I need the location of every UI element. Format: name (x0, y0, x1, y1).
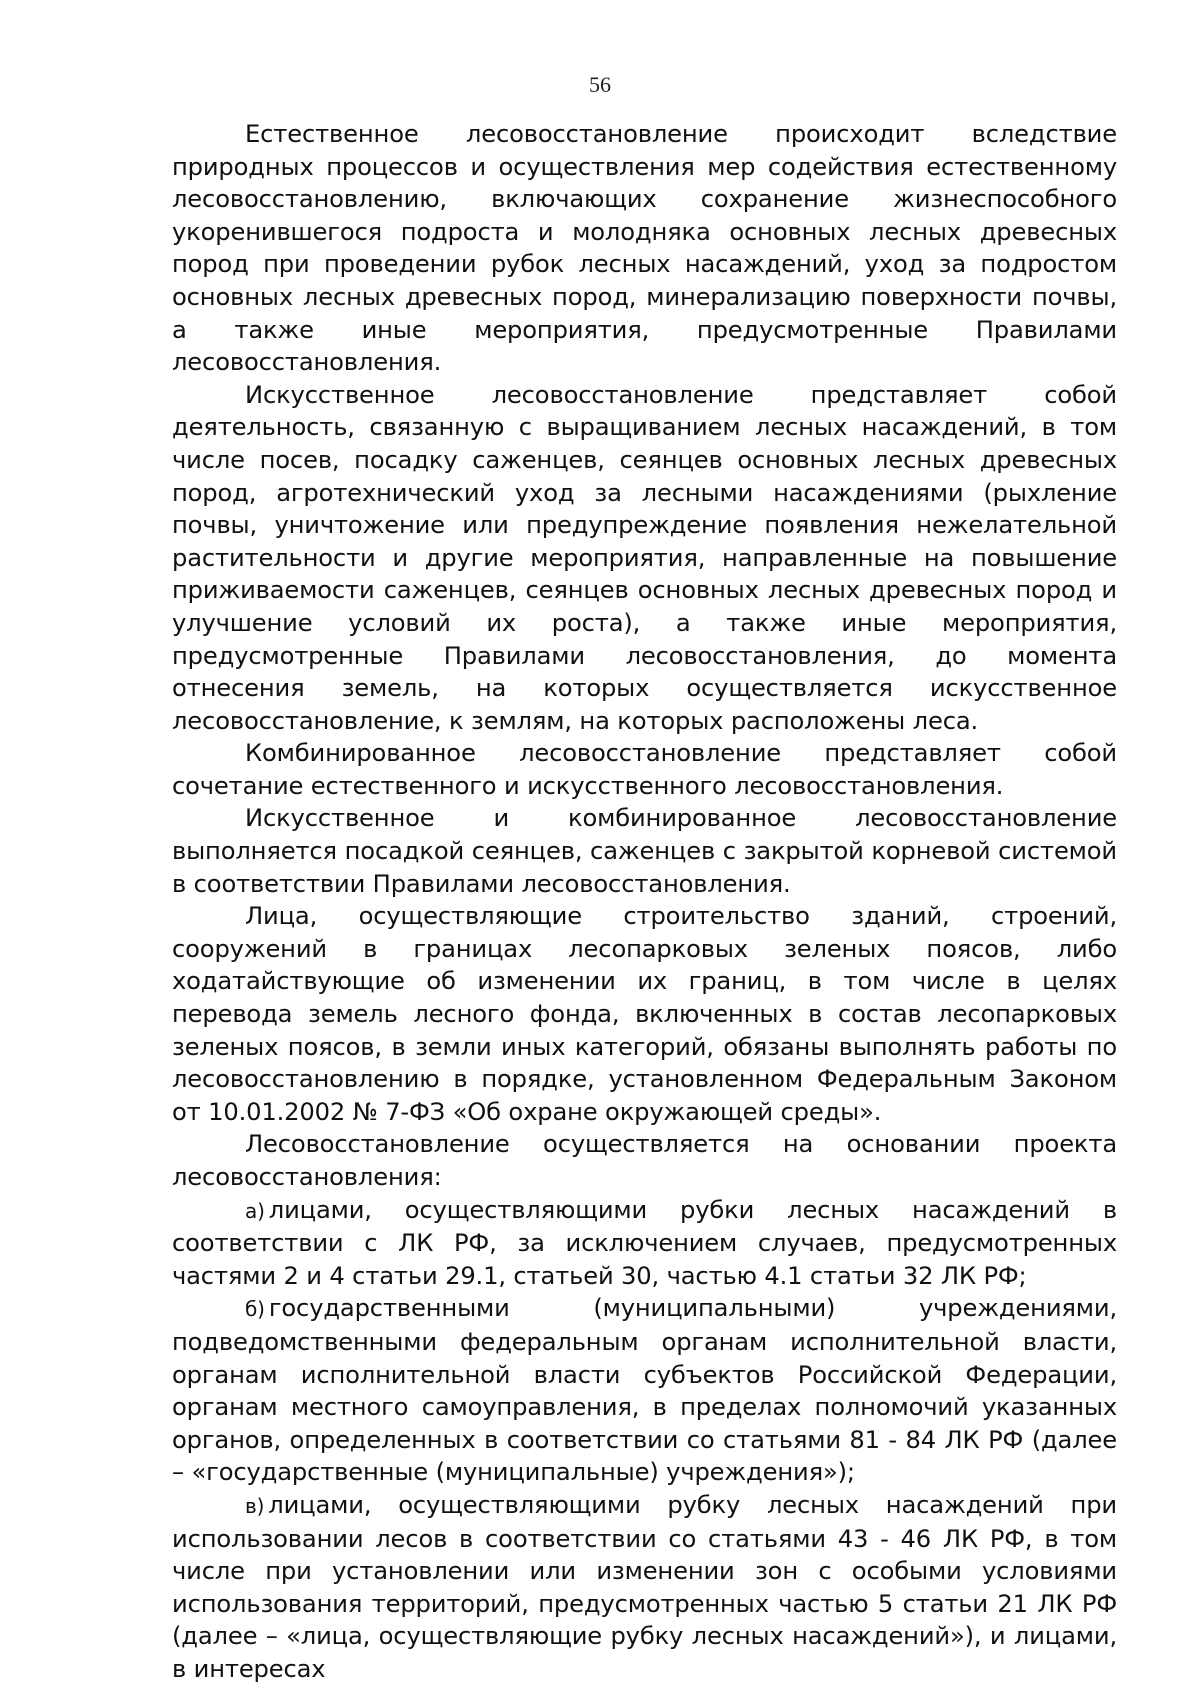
paragraph-natural-reforestation: Естественное лесовосстановление происходит вследствие природных процессов и осуществления мер содействия естественному лесовосстановлению, включающих сохранение жизнеспособного укоренившегося подроста и молодняка основных лесных древесных пород при проведении рубок лесных насаждений, уход за подростом основных лесных древесных пород, минерализацию поверхности почвы, а также иные мероприятия, предусмотренные Правилами лесовосстановления. (172, 120, 1117, 377)
paragraph-greenbelt-obligations: Лица, осуществляющие строительство зданий, строений, сооружений в границах лесопарковых зеленых поясов, либо ходатайствующие об изменении их границ, в том числе в целях перевода земель лесного фонда, включенных в состав лесопарковых зеленых поясов, в земли иных категорий, обязаны выполнять работы по лесовосстановлению в порядке, установленном Федеральным Законом от 10.01.2002 № 7-ФЗ «Об охране окружающей среды». (172, 902, 1117, 1126)
paragraph-project-basis: Лесовосстановление осуществляется на основании проекта лесовосстановления: (172, 1130, 1117, 1191)
list-item-c (172, 1489, 1117, 1686)
list-marker-a: а) (245, 1198, 265, 1223)
list-item-a (172, 1194, 1117, 1293)
list-item-b (172, 1292, 1117, 1489)
paragraph-artificial-reforestation: Искусственное лесовосстановление представляет собой деятельность, связанную с выращиванием лесных насаждений, в том числе посев, посадку саженцев, сеянцев основных лесных древесных пород, агротехнический уход за лесными насаждениями (рыхление почвы, уничтожение или предупреждение появления нежелательной растительности и другие мероприятия, направленные на повышение приживаемости саженцев, сеянцев основных лесных древесных пород и улучшение условий их роста), а также иные мероприятия, предусмотренные Правилами лесовосстановления, до момента отнесения земель, на которых осуществляется искусственное лесовосстановление, к землям, на которых расположены леса. (172, 380, 1117, 735)
list-text-c: лицами, осуществляющими рубку лесных насаждений при использовании лесов в соответствии со статьями 43 - 46 ЛК РФ, в том числе при установлении или изменении зон с особыми условиями использования территорий, предусмотренных частью 5 статьи 21 ЛК РФ (далее – «лица, осуществляющие рубку лесных насаждений»), и лицами, в интересах (172, 1490, 1117, 1683)
page-number: 56 (589, 72, 611, 97)
paragraph-combined-reforestation: Комбинированное лесовосстановление представляет собой сочетание естественного и искусственного лесовосстановления. (172, 739, 1117, 800)
list-marker-c: в) (245, 1493, 265, 1518)
body-text (172, 118, 1117, 1686)
list-text-b: государственными (муниципальными) учреждениями, подведомственными федеральным органам исполнительной власти, органам исполнительной власти субъектов Российской Федерации, органам местного самоуправления, в пределах полномочий указанных органов, определенных в соответствии со статьями 81 - 84 ЛК РФ (далее – «государственные (муниципальные) учреждения»); (172, 1294, 1117, 1487)
list-marker-b: б) (245, 1297, 265, 1322)
list-text-a: лицами, осуществляющими рубки лесных насаждений в соответствии с ЛК РФ, за исключением случаев, предусмотренных частями 2 и 4 статьи 29.1, статьей 30, частью 4.1 статьи 32 ЛК РФ; (172, 1195, 1117, 1290)
paragraph-planting-method: Искусственное и комбинированное лесовосстановление выполняется посадкой сеянцев, саженцев с закрытой корневой системой в соответствии Правилами лесовосстановления. (172, 804, 1117, 898)
